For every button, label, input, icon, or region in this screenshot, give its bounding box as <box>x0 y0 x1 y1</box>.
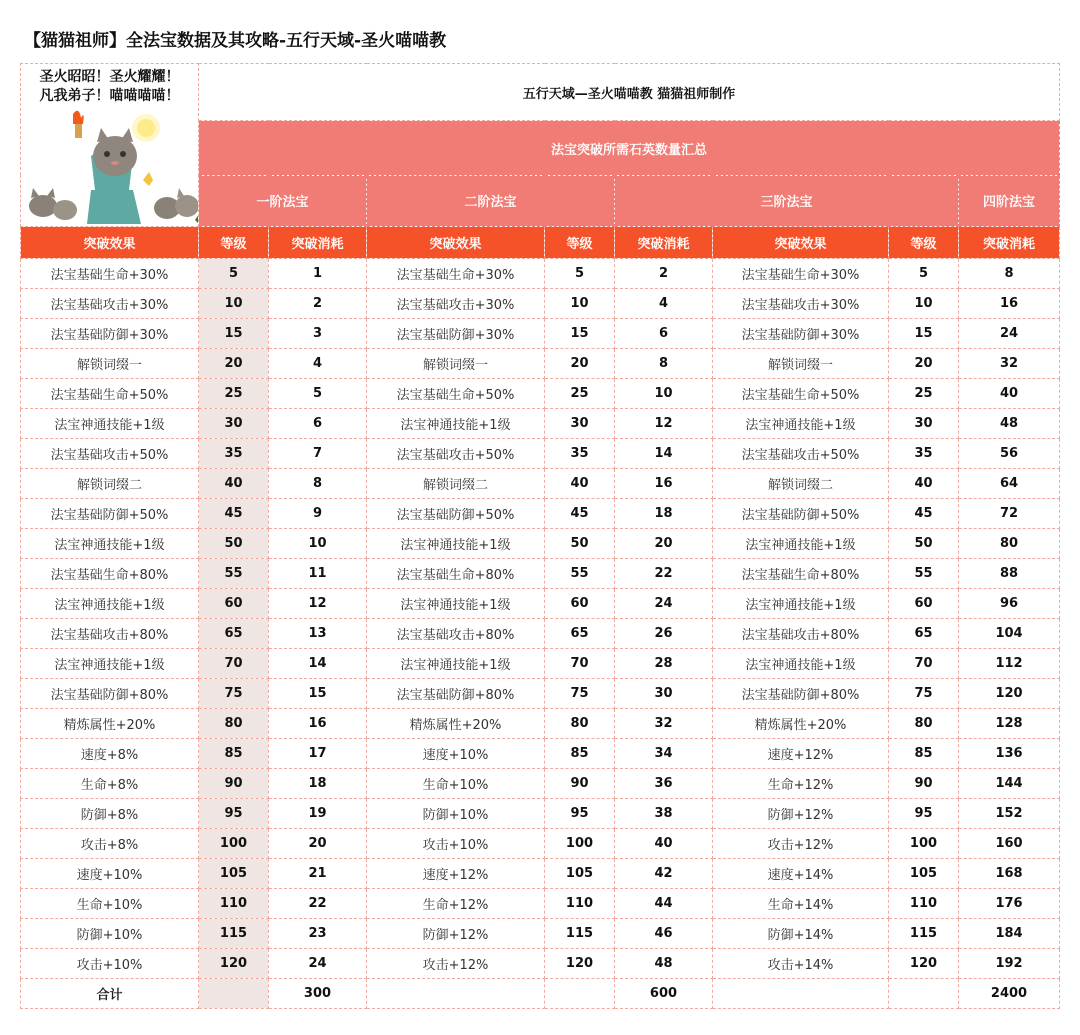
level-cell: 5 <box>199 259 269 289</box>
effect-cell: 法宝基础防御+30% <box>21 319 199 349</box>
tier-3-header: 三阶法宝 <box>615 175 959 226</box>
level-cell: 115 <box>545 919 615 949</box>
effect-cell: 法宝基础生命+30% <box>367 259 545 289</box>
cost-cell: 40 <box>959 379 1060 409</box>
cost-cell: 40 <box>615 829 713 859</box>
cost-cell: 22 <box>269 889 367 919</box>
cost-cell: 20 <box>615 529 713 559</box>
cost-cell: 21 <box>269 859 367 889</box>
level-cell: 10 <box>199 289 269 319</box>
cat-mascot-image <box>21 106 198 226</box>
cost-cell: 16 <box>615 469 713 499</box>
cost-cell: 8 <box>269 469 367 499</box>
col-effect-2: 突破效果 <box>367 227 545 259</box>
sheet-title: 五行天域—圣火喵喵教 猫猫祖师制作 <box>199 64 1060 121</box>
table-row <box>21 769 1060 799</box>
level-cell: 70 <box>889 649 959 679</box>
effect-cell: 法宝基础攻击+30% <box>713 289 889 319</box>
effect-cell: 生命+8% <box>21 769 199 799</box>
cost-cell: 184 <box>959 919 1060 949</box>
level-cell: 25 <box>889 379 959 409</box>
level-cell: 65 <box>889 619 959 649</box>
level-cell: 35 <box>889 439 959 469</box>
level-cell: 85 <box>545 739 615 769</box>
level-cell: 95 <box>889 799 959 829</box>
level-cell: 30 <box>889 409 959 439</box>
cost-cell: 32 <box>615 709 713 739</box>
effect-cell: 法宝神通技能+1级 <box>713 589 889 619</box>
cost-cell: 96 <box>959 589 1060 619</box>
table-row <box>21 499 1060 529</box>
cost-cell: 14 <box>269 649 367 679</box>
level-cell: 85 <box>199 739 269 769</box>
col-level-2: 等级 <box>545 227 615 259</box>
cost-cell: 22 <box>615 559 713 589</box>
table-row <box>21 709 1060 739</box>
spreadsheet <box>20 63 1059 1016</box>
level-cell: 60 <box>199 589 269 619</box>
tier-1-header: 一阶法宝 <box>199 175 367 226</box>
empty-cell <box>713 979 889 1009</box>
level-cell: 95 <box>545 799 615 829</box>
table-row <box>21 409 1060 439</box>
total-cost-1: 300 <box>269 979 367 1009</box>
effect-cell: 法宝基础防御+50% <box>713 499 889 529</box>
cost-cell: 64 <box>959 469 1060 499</box>
effect-cell: 法宝基础攻击+50% <box>21 439 199 469</box>
level-cell: 115 <box>889 919 959 949</box>
logo-line-1: 圣火昭昭！圣火耀耀！ <box>39 69 180 85</box>
table-row <box>21 919 1060 949</box>
table-row <box>21 829 1060 859</box>
effect-cell: 法宝神通技能+1级 <box>21 529 199 559</box>
table-row <box>21 649 1060 679</box>
cost-cell: 38 <box>615 799 713 829</box>
level-cell: 80 <box>545 709 615 739</box>
level-cell: 40 <box>889 469 959 499</box>
table-row <box>21 349 1060 379</box>
effect-cell: 防御+10% <box>367 799 545 829</box>
table-row <box>21 679 1060 709</box>
cost-cell: 17 <box>269 739 367 769</box>
effect-cell: 攻击+12% <box>713 829 889 859</box>
effect-cell: 生命+14% <box>713 889 889 919</box>
effect-cell: 精炼属性+20% <box>713 709 889 739</box>
level-cell: 15 <box>545 319 615 349</box>
effect-cell: 速度+12% <box>367 859 545 889</box>
level-cell: 40 <box>545 469 615 499</box>
effect-cell: 法宝基础生命+80% <box>367 559 545 589</box>
effect-cell: 精炼属性+20% <box>367 709 545 739</box>
cost-cell: 8 <box>959 259 1060 289</box>
level-cell: 60 <box>545 589 615 619</box>
level-cell: 70 <box>199 649 269 679</box>
total-cost-3: 2400 <box>959 979 1060 1009</box>
table-row <box>21 949 1060 979</box>
cost-cell: 3 <box>269 319 367 349</box>
cost-cell: 42 <box>615 859 713 889</box>
level-cell: 80 <box>889 709 959 739</box>
cost-cell: 104 <box>959 619 1060 649</box>
table-row <box>21 739 1060 769</box>
col-level-1: 等级 <box>199 227 269 259</box>
level-cell: 90 <box>889 769 959 799</box>
level-cell: 110 <box>889 889 959 919</box>
table-row <box>21 439 1060 469</box>
tier-2-header: 二阶法宝 <box>367 175 615 226</box>
table-row <box>21 469 1060 499</box>
effect-cell: 速度+14% <box>713 859 889 889</box>
effect-cell: 法宝基础攻击+80% <box>21 619 199 649</box>
effect-cell: 速度+10% <box>21 859 199 889</box>
total-label: 合计 <box>21 979 199 1009</box>
effect-cell: 法宝基础攻击+80% <box>367 619 545 649</box>
level-cell: 50 <box>199 529 269 559</box>
effect-cell: 法宝基础攻击+30% <box>21 289 199 319</box>
cost-cell: 28 <box>615 649 713 679</box>
cost-cell: 15 <box>269 679 367 709</box>
effect-cell: 法宝神通技能+1级 <box>21 649 199 679</box>
cost-cell: 120 <box>959 679 1060 709</box>
effect-cell: 法宝基础防御+80% <box>367 679 545 709</box>
effect-cell: 解锁词缀一 <box>367 349 545 379</box>
cost-cell: 7 <box>269 439 367 469</box>
level-cell: 30 <box>545 409 615 439</box>
col-cost-1: 突破消耗 <box>269 227 367 259</box>
cost-cell: 152 <box>959 799 1060 829</box>
cost-cell: 136 <box>959 739 1060 769</box>
level-cell: 90 <box>545 769 615 799</box>
level-cell: 120 <box>889 949 959 979</box>
level-cell: 70 <box>545 649 615 679</box>
cost-cell: 10 <box>615 379 713 409</box>
level-cell: 65 <box>199 619 269 649</box>
cost-cell: 160 <box>959 829 1060 859</box>
level-cell: 25 <box>545 379 615 409</box>
level-cell: 55 <box>545 559 615 589</box>
cost-cell: 24 <box>615 589 713 619</box>
effect-cell: 速度+10% <box>367 739 545 769</box>
cost-cell: 44 <box>615 889 713 919</box>
effect-cell: 法宝神通技能+1级 <box>367 649 545 679</box>
cost-cell: 34 <box>615 739 713 769</box>
level-cell: 10 <box>889 289 959 319</box>
column-header-row <box>21 227 1060 259</box>
level-cell: 5 <box>889 259 959 289</box>
logo-cell <box>21 64 199 227</box>
level-cell: 115 <box>199 919 269 949</box>
level-cell: 100 <box>545 829 615 859</box>
effect-cell: 法宝基础防御+30% <box>367 319 545 349</box>
effect-cell: 防御+10% <box>21 919 199 949</box>
cost-cell: 46 <box>615 919 713 949</box>
effect-cell: 法宝基础防御+50% <box>21 499 199 529</box>
effect-cell: 法宝神通技能+1级 <box>367 409 545 439</box>
effect-cell: 解锁词缀一 <box>713 349 889 379</box>
level-cell: 120 <box>545 949 615 979</box>
cost-cell: 1 <box>269 259 367 289</box>
effect-cell: 法宝基础生命+50% <box>21 379 199 409</box>
effect-cell: 速度+8% <box>21 739 199 769</box>
table-row <box>21 619 1060 649</box>
cost-cell: 128 <box>959 709 1060 739</box>
effect-cell: 攻击+12% <box>367 949 545 979</box>
level-cell: 110 <box>199 889 269 919</box>
level-cell: 45 <box>545 499 615 529</box>
col-effect-3: 突破效果 <box>713 227 889 259</box>
level-cell: 45 <box>199 499 269 529</box>
level-cell: 45 <box>889 499 959 529</box>
cost-cell: 16 <box>959 289 1060 319</box>
empty-cell <box>199 979 269 1009</box>
cost-cell: 16 <box>269 709 367 739</box>
effect-cell: 法宝基础防御+50% <box>367 499 545 529</box>
level-cell: 5 <box>545 259 615 289</box>
cost-cell: 48 <box>959 409 1060 439</box>
table-row <box>21 859 1060 889</box>
cost-cell: 2 <box>269 289 367 319</box>
effect-cell: 法宝基础生命+30% <box>713 259 889 289</box>
effect-cell: 法宝神通技能+1级 <box>713 649 889 679</box>
cost-cell: 24 <box>959 319 1060 349</box>
effect-cell: 攻击+10% <box>367 829 545 859</box>
effect-cell: 法宝基础防御+80% <box>713 679 889 709</box>
cost-cell: 168 <box>959 859 1060 889</box>
effect-cell: 法宝基础攻击+50% <box>367 439 545 469</box>
level-cell: 75 <box>889 679 959 709</box>
table-row <box>21 289 1060 319</box>
effect-cell: 生命+12% <box>367 889 545 919</box>
effect-cell: 法宝基础攻击+50% <box>713 439 889 469</box>
level-cell: 90 <box>199 769 269 799</box>
level-cell: 80 <box>199 709 269 739</box>
level-cell: 55 <box>889 559 959 589</box>
effect-cell: 法宝神通技能+1级 <box>21 409 199 439</box>
cost-cell: 4 <box>269 349 367 379</box>
level-cell: 120 <box>199 949 269 979</box>
effect-cell: 生命+10% <box>21 889 199 919</box>
effect-cell: 法宝神通技能+1级 <box>367 589 545 619</box>
table-row <box>21 319 1060 349</box>
level-cell: 35 <box>545 439 615 469</box>
cost-cell: 72 <box>959 499 1060 529</box>
effect-cell: 法宝基础攻击+80% <box>713 619 889 649</box>
level-cell: 100 <box>889 829 959 859</box>
cost-cell: 56 <box>959 439 1060 469</box>
level-cell: 60 <box>889 589 959 619</box>
level-cell: 15 <box>199 319 269 349</box>
effect-cell: 法宝神通技能+1级 <box>367 529 545 559</box>
effect-cell: 防御+8% <box>21 799 199 829</box>
cost-cell: 18 <box>269 769 367 799</box>
level-cell: 65 <box>545 619 615 649</box>
effect-cell: 解锁词缀二 <box>367 469 545 499</box>
effect-cell: 法宝基础生命+30% <box>21 259 199 289</box>
effect-cell: 解锁词缀二 <box>21 469 199 499</box>
level-cell: 40 <box>199 469 269 499</box>
effect-cell: 防御+12% <box>367 919 545 949</box>
cost-cell: 13 <box>269 619 367 649</box>
cost-cell: 12 <box>615 409 713 439</box>
level-cell: 110 <box>545 889 615 919</box>
table-row <box>21 559 1060 589</box>
effect-cell: 法宝基础生命+80% <box>713 559 889 589</box>
cost-cell: 8 <box>615 349 713 379</box>
cost-cell: 192 <box>959 949 1060 979</box>
effect-cell: 法宝基础生命+80% <box>21 559 199 589</box>
level-cell: 15 <box>889 319 959 349</box>
level-cell: 75 <box>545 679 615 709</box>
cost-cell: 12 <box>269 589 367 619</box>
cost-cell: 11 <box>269 559 367 589</box>
col-cost-3: 突破消耗 <box>959 227 1060 259</box>
effect-cell: 攻击+14% <box>713 949 889 979</box>
level-cell: 50 <box>545 529 615 559</box>
table-row <box>21 889 1060 919</box>
effect-cell: 防御+14% <box>713 919 889 949</box>
totals-row <box>21 979 1060 1009</box>
level-cell: 105 <box>545 859 615 889</box>
table-row <box>21 529 1060 559</box>
effect-cell: 攻击+10% <box>21 949 199 979</box>
cost-cell: 30 <box>615 679 713 709</box>
empty-cell <box>367 979 545 1009</box>
cost-cell: 32 <box>959 349 1060 379</box>
level-cell: 20 <box>545 349 615 379</box>
level-cell: 20 <box>889 349 959 379</box>
col-effect-1: 突破效果 <box>21 227 199 259</box>
level-cell: 105 <box>199 859 269 889</box>
total-cost-2: 600 <box>615 979 713 1009</box>
sheet-subtitle: 法宝突破所需石英数量汇总 <box>199 121 1060 175</box>
cost-cell: 18 <box>615 499 713 529</box>
cost-cell: 144 <box>959 769 1060 799</box>
effect-cell: 攻击+8% <box>21 829 199 859</box>
effect-cell: 法宝神通技能+1级 <box>713 409 889 439</box>
cost-cell: 36 <box>615 769 713 799</box>
cost-cell: 9 <box>269 499 367 529</box>
effect-cell: 法宝基础生命+50% <box>367 379 545 409</box>
cost-cell: 4 <box>615 289 713 319</box>
cost-cell: 20 <box>269 829 367 859</box>
level-cell: 55 <box>199 559 269 589</box>
cost-cell: 48 <box>615 949 713 979</box>
effect-cell: 法宝神通技能+1级 <box>713 529 889 559</box>
cost-cell: 2 <box>615 259 713 289</box>
level-cell: 30 <box>199 409 269 439</box>
cost-cell: 176 <box>959 889 1060 919</box>
logo-line-2: 凡我弟子！喵喵喵喵！ <box>39 88 180 104</box>
effect-cell: 生命+10% <box>367 769 545 799</box>
table-row <box>21 379 1060 409</box>
tier-4-header: 四阶法宝 <box>959 175 1060 226</box>
level-cell: 75 <box>199 679 269 709</box>
empty-cell <box>889 979 959 1009</box>
empty-cell <box>545 979 615 1009</box>
effect-cell: 解锁词缀一 <box>21 349 199 379</box>
cost-cell: 19 <box>269 799 367 829</box>
effect-cell: 法宝神通技能+1级 <box>21 589 199 619</box>
cost-cell: 6 <box>269 409 367 439</box>
cost-cell: 80 <box>959 529 1060 559</box>
effect-cell: 生命+12% <box>713 769 889 799</box>
cost-cell: 6 <box>615 319 713 349</box>
effect-cell: 速度+12% <box>713 739 889 769</box>
effect-cell: 防御+12% <box>713 799 889 829</box>
cost-cell: 10 <box>269 529 367 559</box>
level-cell: 85 <box>889 739 959 769</box>
cost-cell: 23 <box>269 919 367 949</box>
level-cell: 95 <box>199 799 269 829</box>
effect-cell: 法宝基础防御+30% <box>713 319 889 349</box>
level-cell: 35 <box>199 439 269 469</box>
level-cell: 25 <box>199 379 269 409</box>
col-level-3: 等级 <box>889 227 959 259</box>
col-cost-2: 突破消耗 <box>615 227 713 259</box>
cost-cell: 24 <box>269 949 367 979</box>
level-cell: 50 <box>889 529 959 559</box>
table-row <box>21 259 1060 289</box>
table-row <box>21 589 1060 619</box>
cost-cell: 14 <box>615 439 713 469</box>
table-row <box>21 799 1060 829</box>
effect-cell: 法宝基础防御+80% <box>21 679 199 709</box>
quartz-summary-table <box>20 63 1060 1009</box>
cost-cell: 5 <box>269 379 367 409</box>
level-cell: 20 <box>199 349 269 379</box>
page-title: 【猫猫祖师】全法宝数据及其攻略-五行天域-圣火喵喵教 <box>24 31 447 51</box>
effect-cell: 法宝基础攻击+30% <box>367 289 545 319</box>
cost-cell: 26 <box>615 619 713 649</box>
level-cell: 100 <box>199 829 269 859</box>
effect-cell: 解锁词缀二 <box>713 469 889 499</box>
cost-cell: 112 <box>959 649 1060 679</box>
level-cell: 105 <box>889 859 959 889</box>
level-cell: 10 <box>545 289 615 319</box>
effect-cell: 法宝基础生命+50% <box>713 379 889 409</box>
effect-cell: 精炼属性+20% <box>21 709 199 739</box>
cost-cell: 88 <box>959 559 1060 589</box>
